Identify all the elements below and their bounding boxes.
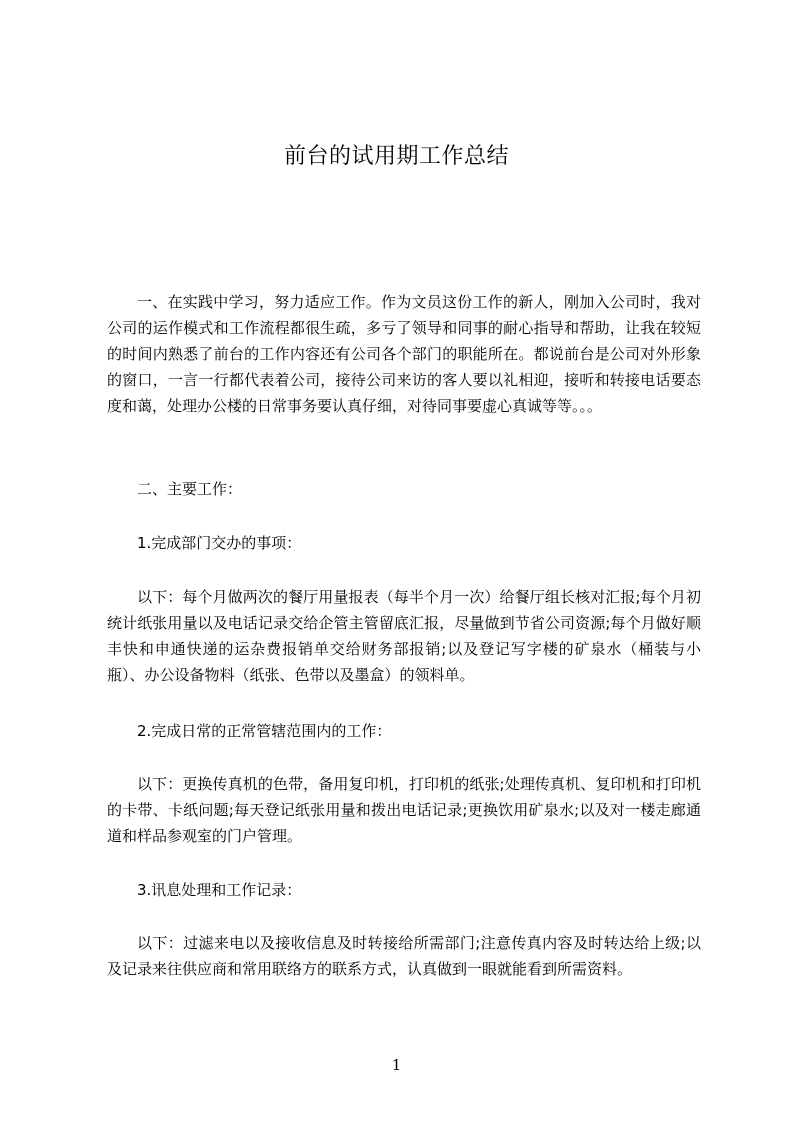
paragraph-information-handling: 以下：过滤来电以及接收信息及时转接给所需部门;注意传真内容及时转达给上级;以及记录来往供应商和常用联络方的联系方式，认真做到一眼就能看到所需资料。 xyxy=(107,934,701,978)
paragraph-daily-work: 以下：更换传真机的色带，备用复印机，打印机的纸张;处理传真机、复印机和打印机的卡带、卡纸问题;每天登记纸张用量和拨出电话记录;更换饮用矿泉水;以及对一楼走廊通道和样品参观室的门户管理。 xyxy=(107,775,701,845)
subheading-daily-work: 2.完成日常的正常管辖范围内的工作： xyxy=(137,722,392,740)
paragraph-intro: 一、在实践中学习，努力适应工作。作为文员这份工作的新人，刚加入公司时，我对公司的运作模式和工作流程都很生疏，多亏了领导和同事的耐心指导和帮助，让我在较短的时间内熟悉了前台的工作内容还有公司各个部门的职能所在。都说前台是公司对外形象的窗口，一言一行都代表着公司，接待公司来访的客人要以礼相迎，接听和转接电话要态度和蔼，处理办公楼的日常事务要认真仔细，对待同事要虚心真诚等等。。。 xyxy=(107,293,701,415)
document-title: 前台的试用期工作总结 xyxy=(283,144,509,169)
paragraph-department-tasks: 以下：每个月做两次的餐厅用量报表（每半个月一次）给餐厅组长核对汇报;每个月初统计纸张用量以及电话记录交给企管主管留底汇报，尽量做到节省公司资源;每个月做好顺丰快和申通快递的运杂费报销单交给财务部报销;以及登记写字楼的矿泉水（桶装与小瓶）、办公设备物料（纸张、色带以及墨盒）的领料单。 xyxy=(107,588,701,684)
subheading-information-handling: 3.讯息处理和工作记录： xyxy=(137,881,302,899)
page-number: 1 xyxy=(391,1056,402,1074)
section-heading-main-work: 二、主要工作： xyxy=(137,480,243,498)
subheading-department-tasks: 1.完成部门交办的事项： xyxy=(137,534,302,552)
